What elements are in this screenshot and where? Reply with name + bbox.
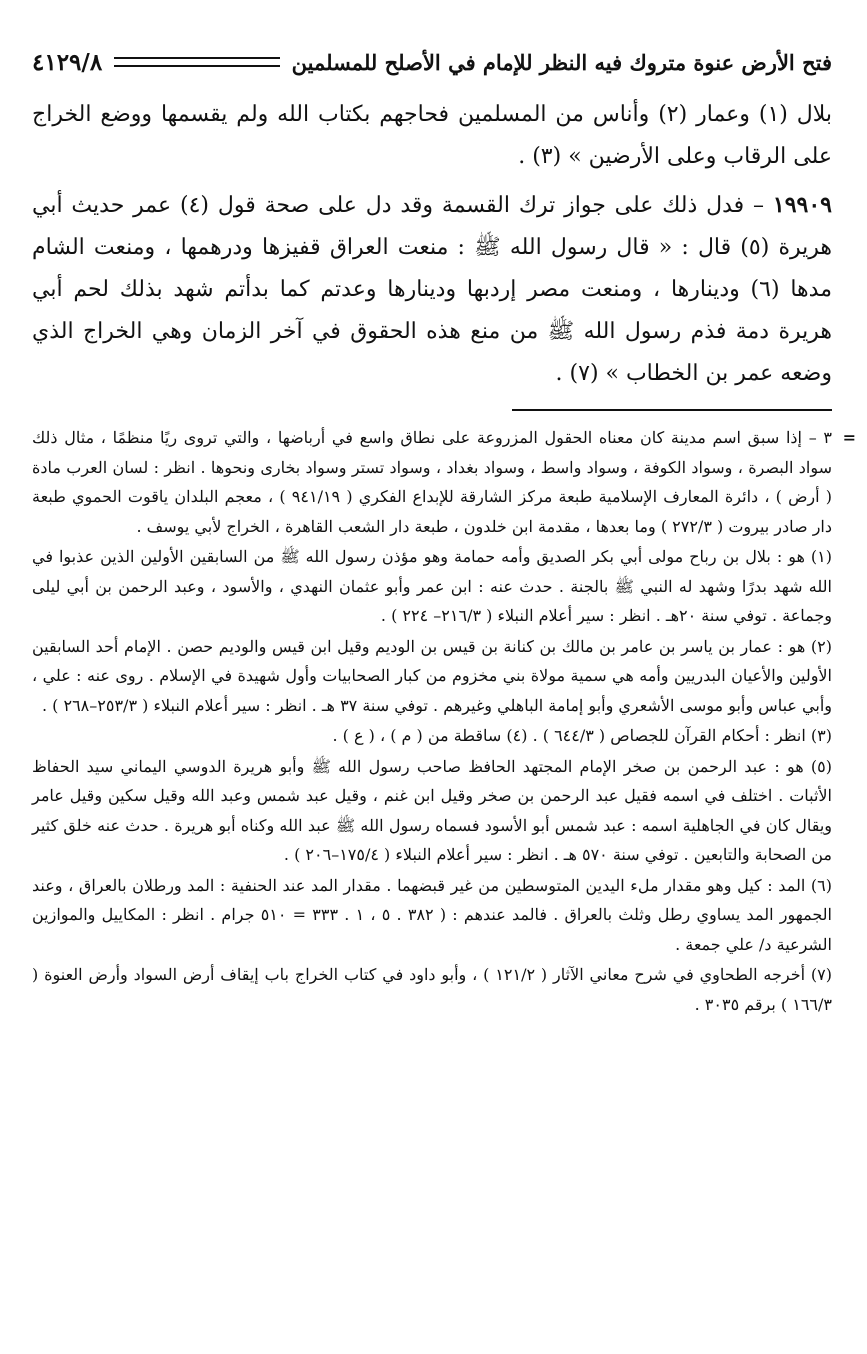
footnote-6: (٦) المد : كيل وهو مقدار ملء اليدين المتوسطين من غير قبضهما . مقدار المد عند الحنفية : المد ورطلان بالعراق ، وعند الجمهور المد يساوي رطل وثلث بالعراق . فالمد عندهم : ( ٣٨٢ . ٥ ، ١ . ٣٣٣ = ٥١٠ جرام . انظر : المكاييل والموازين الشرعية د/ علي جمعة .: [32, 875, 832, 954]
header-rule: [114, 57, 279, 67]
footnote-continued: ٣ – إذا سبق اسم مدينة كان معناه الحقول المزروعة على نطاق واسع في أرباضها ، والتي تروى ريًا منظمًا ، مثال ذلك سواد البصرة ، وسواد الكوفة ، وسواد واسط ، وسواد بغداد ، وسواد تستر وسواد بخارى ونحوها . انظر : لسان العرب مادة ( أرض ) ، دائرة المعارف الإسلامية طبعة مركز الشارقة للإبداع الفكري ( ٩٤١/١٩ ) ، معجم البلدان ياقوت الحموي طبعة دار صادر بيروت ( ٢٧٢/٣ ) وما بعدها ، مقدمة ابن خلدون ، طبعة دار الشعب القاهرة ، الخراج لأبي يوسف .: [32, 428, 832, 536]
footnote-3-4: (٣) انظر : أحكام القرآن للجصاص ( ٦٤٤/٣ ) . (٤) ساقطة من ( م ) ، ( ع ) .: [332, 726, 832, 745]
footnotes: [32, 423, 856, 1019]
running-header: [32, 40, 832, 84]
page-number: ٤١٢٩/٨: [32, 48, 103, 76]
paragraph-number: ١٩٩٠٩: [772, 192, 832, 218]
footnote-5: (٥) هو : عبد الرحمن بن صخر الإمام المجتهد الحافظ صاحب رسول الله ﷺ وأبو هريرة الدوسي اليماني سيد الحفاظ الأثبات . اختلف في اسمه فقيل عبد الرحمن بن صخر وقيل ابن غنم ، وقيل عبد شمس وعبد الله وقيل سكين وقيل عامر ويقال كان في الجاهلية اسمه : عبد شمس أبو الأسود فسماه رسول الله ﷺ عبد الله وكناه أبو هريرة . حدث عنه خلق كثير من الصحابة والتابعين . توفي سنة ٥٧٠ هـ . انظر : سير أعلام النبلاء ( ١٧٥/٤–٢٠٦ ) .: [32, 756, 833, 864]
footnote-7: (٧) أخرجه الطحاوي في شرح معاني الآثار ( ١٢١/٢ ) ، وأبو داود في كتاب الخراج باب إيقاف أرض السواد وأرض العنوة ( ١٦٦/٣ ) برقم ٣٠٣٥ .: [32, 965, 833, 1014]
page: [32, 40, 856, 1020]
continuation-mark: =: [842, 428, 856, 447]
paragraph-continuation: بلال (١) وعمار (٢) وأناس من المسلمين فحاجهم بكتاب الله ولم يقسمها ووضع الخراج على الرقاب وعلى الأرضين » (٣) .: [32, 102, 833, 169]
paragraph-19909: [32, 184, 832, 395]
footnote-1: (١) هو : بلال بن رباح مولى أبي بكر الصديق وأمه حمامة وهو مؤذن رسول الله ﷺ من السابقين الأولين الذين عذبوا في الله شهد بدرًا وشهد له النبي ﷺ بالجنة . حدث عنه : ابن عمر وأبو عثمان النهدي ، والأسود ، وعبد الرحمن بن أبي ليلى وجماعة . توفي سنة ٢٠هـ . انظر : سير أعلام النبلاء ( ٢١٦/٣– ٢٢٤ ) .: [32, 547, 832, 625]
main-text: [32, 94, 832, 395]
footnote-divider: [512, 409, 832, 411]
footnote-2: (٢) هو : عمار بن ياسر بن عامر بن مالك بن كنانة بن قيس بن الوديم وقيل ابن قيس والوديم حصن . الإمام أحد السابقين الأولين والأعيان البدريين وأمه هي سمية مولاة بني مخزوم من كبار الصحابيات وأول شهيدة في الإسلام . روى عنه : علي ، وأبي عباس وأبو موسى الأشعري وأبو إمامة الباهلي وغيرهم . توفي سنة ٣٧ هـ . انظر : سير أعلام النبلاء ( ٢٥٣/٣–٢٦٨ ) .: [32, 636, 833, 715]
header-title: فتح الأرض عنوة متروك فيه النظر للإمام في الأصلح للمسلمين: [291, 49, 832, 75]
paragraph-text: – فدل ذلك على جواز ترك القسمة وقد دل على صحة قول (٤) عمر حديث أبي هريرة (٥) قال : « قال رسول الله ﷺ : منعت العراق قفيزها ودرهمها ، ومنعت الشام مدها (٦) ودينارها ، ومنعت مصر إردبها ودينارها وعدتم كما بدأتم شهد بذلك لحم أبي هريرة دمة فذم رسول الله ﷺ من منع هذه الحقوق في آخر الزمان وهي الخراج الذي وضعه عمر بن الخطاب » (٧) .: [32, 193, 832, 386]
